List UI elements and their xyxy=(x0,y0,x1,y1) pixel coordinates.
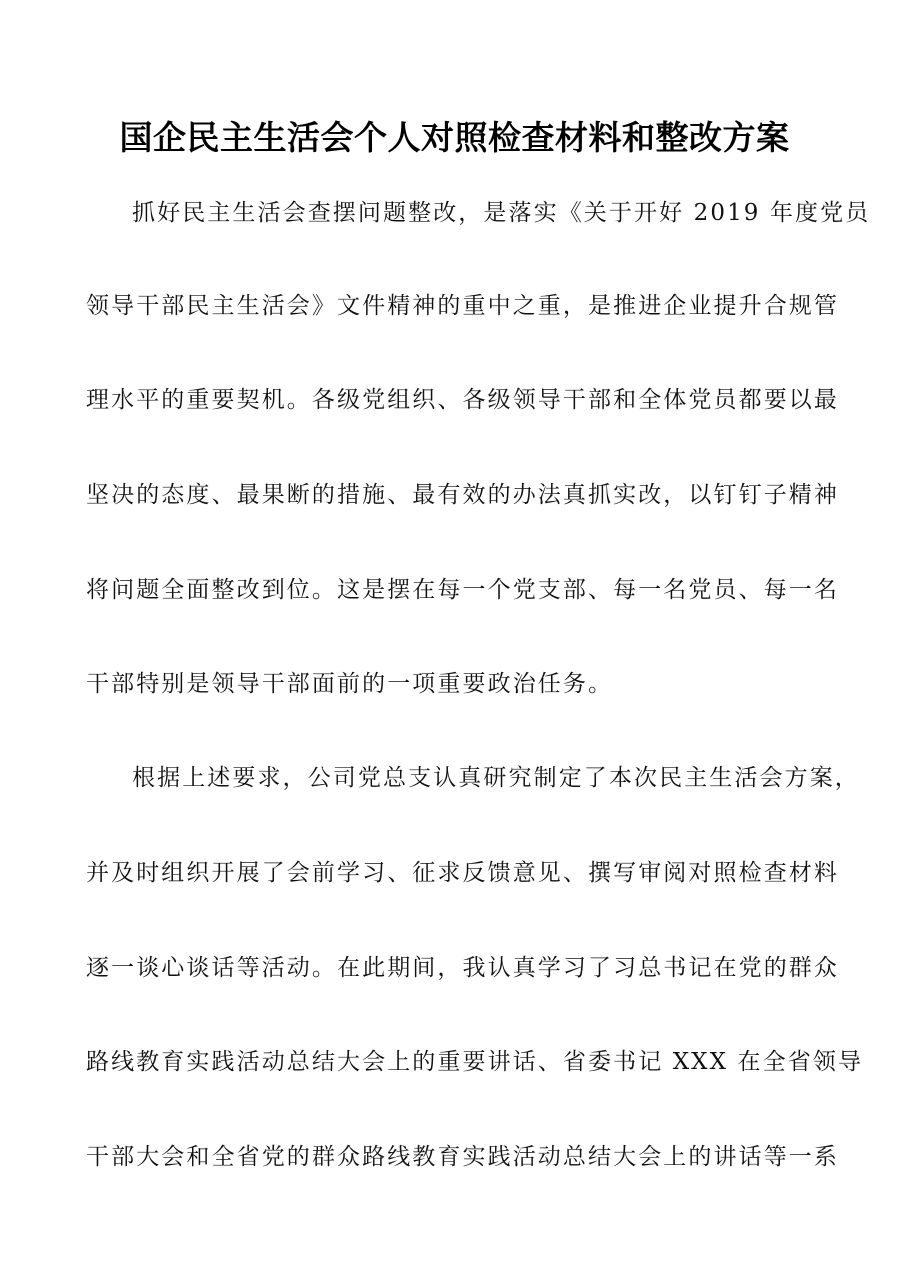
paragraph-line: 根据上述要求，公司党总支认真研究制定了本次民主生活会方案， xyxy=(132,765,860,791)
paragraph-line: 逐一谈心谈话等活动。在此期间，我认真学习了习总书记在党的群众 xyxy=(86,955,839,981)
paragraph-line: 路线教育实践活动总结大会上的重要讲话、省委书记 XXX 在全省领导 xyxy=(86,1049,864,1075)
paragraph-line: 领导干部民主生活会》文件精神的重中之重，是推进企业提升合规管 xyxy=(86,293,839,319)
paragraph-line: 理水平的重要契机。各级党组织、各级领导干部和全体党员都要以最 xyxy=(86,387,839,413)
paragraph-line: 将问题全面整改到位。这是摆在每一个党支部、每一名党员、每一名 xyxy=(86,577,839,603)
paragraph-line: 抓好民主生活会查摆问题整改，是落实《关于开好 2019 年度党员 xyxy=(132,200,871,226)
paragraph-line: 并及时组织开展了会前学习、征求反馈意见、撰写审阅对照检查材料 xyxy=(86,860,839,886)
paragraph-line: 干部特别是领导干部面前的一项重要政治任务。 xyxy=(86,671,614,697)
document-title: 国企民主生活会个人对照检查材料和整改方案 xyxy=(119,118,790,157)
paragraph-line: 干部大会和全省党的群众路线教育实践活动总结大会上的讲话等一系 xyxy=(86,1144,839,1170)
paragraph-line: 坚决的态度、最果断的措施、最有效的办法真抓实改，以钉钉子精神 xyxy=(86,482,839,508)
